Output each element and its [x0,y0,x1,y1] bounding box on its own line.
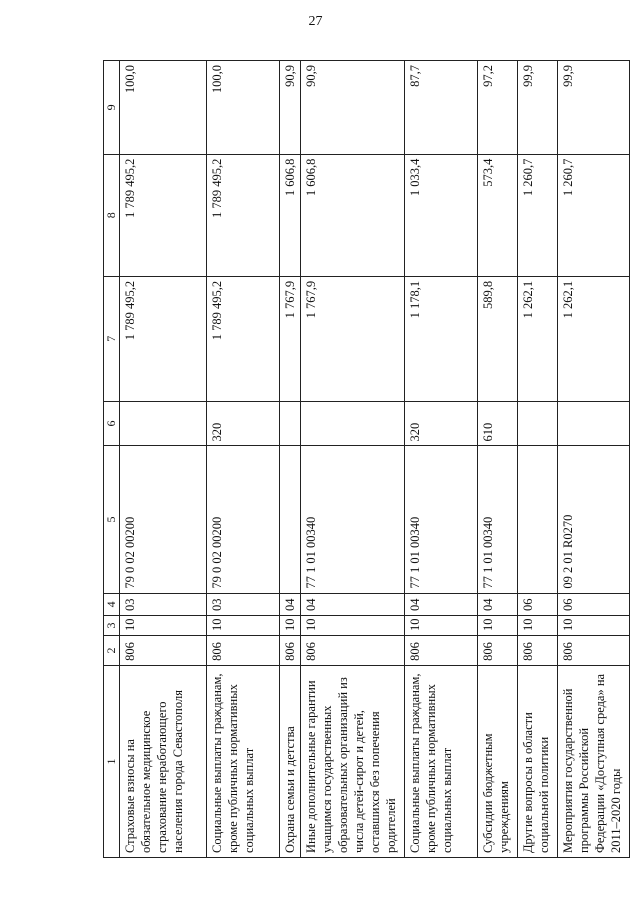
table-cell: 10 [518,616,558,636]
row-name-cell: Субсидии бюджетным учреждениям [478,665,518,857]
table-cell: 10 [207,616,280,636]
table-cell [120,401,207,446]
table-row [558,61,630,858]
table-cell: 806 [518,636,558,666]
table-cell: 06 [558,593,630,615]
table-cell: 806 [478,636,518,666]
table-cell [558,401,630,446]
table-cell: 100,0 [207,61,280,155]
table-row [301,61,405,858]
table-cell: 100,0 [120,61,207,155]
table-row [518,61,558,858]
table-cell: 10 [478,616,518,636]
table-cell: 04 [478,593,518,615]
table-cell: 03 [207,593,280,615]
table-cell: 10 [301,616,405,636]
table-cell [280,446,301,593]
column-header: 3 [104,616,120,636]
table-cell: 79 0 02 00200 [207,446,280,593]
column-header: 1 [104,665,120,857]
row-name-cell: Мероприятия государственной программы Российской Федерации «Доступная среда» на 2011–2020 годы [558,665,630,857]
budget-table [103,60,630,858]
table-cell: 77 1 01 00340 [405,446,478,593]
table-cell: 04 [405,593,478,615]
table-cell: 1 789 495,2 [207,154,280,276]
column-header: 9 [104,61,120,155]
table-cell: 1 260,7 [518,154,558,276]
table-cell: 90,9 [280,61,301,155]
table-cell: 04 [280,593,301,615]
table-cell [301,401,405,446]
table-cell [518,446,558,593]
table-row [405,61,478,858]
table-cell: 1 767,9 [301,276,405,401]
table-rotation-frame [103,60,624,858]
row-name-cell: Иные дополнительные гарантии учащимся государственных образовательных организаций из числа детей-сирот и детей, оставшихся без попечения родителей [301,665,405,857]
table-row [207,61,280,858]
row-name-cell: Социальные выплаты гражданам, кроме публичных нормативных социальных выплат [207,665,280,857]
table-cell: 573,4 [478,154,518,276]
table-cell: 10 [405,616,478,636]
table-cell: 97,2 [478,61,518,155]
rotated-table-container [103,60,624,858]
table-cell: 79 0 02 00200 [120,446,207,593]
table-cell [280,401,301,446]
column-header: 7 [104,276,120,401]
table-cell: 77 1 01 00340 [301,446,405,593]
table-cell: 10 [280,616,301,636]
table-cell: 90,9 [301,61,405,155]
column-header: 2 [104,636,120,666]
table-cell [518,401,558,446]
table-cell: 04 [301,593,405,615]
table-cell: 99,9 [518,61,558,155]
table-cell: 10 [120,616,207,636]
table-cell: 1 260,7 [558,154,630,276]
table-cell: 1 789 495,2 [207,276,280,401]
table-cell: 589,8 [478,276,518,401]
table-cell: 1 789 495,2 [120,276,207,401]
column-header: 8 [104,154,120,276]
table-cell: 1 262,1 [558,276,630,401]
table-cell: 806 [558,636,630,666]
table-cell: 87,7 [405,61,478,155]
header-row [104,61,120,858]
table-cell: 1 606,8 [280,154,301,276]
page-number: 27 [308,14,323,29]
row-name-cell: Страховые взносы на обязательное медицинское страхование неработающего населения города Севастополя [120,665,207,857]
row-name-cell: Социальные выплаты гражданам, кроме публичных нормативных социальных выплат [405,665,478,857]
table-cell: 320 [207,401,280,446]
table-cell: 03 [120,593,207,615]
table-row [120,61,207,858]
table-cell: 610 [478,401,518,446]
table-cell: 1 606,8 [301,154,405,276]
row-name-cell: Другие вопросы в области социальной политики [518,665,558,857]
row-name-cell: Охрана семьи и детства [280,665,301,857]
table-cell: 320 [405,401,478,446]
table-cell: 1 262,1 [518,276,558,401]
table-cell: 806 [207,636,280,666]
table-row [478,61,518,858]
table-row [280,61,301,858]
table-cell: 77 1 01 00340 [478,446,518,593]
table-cell: 1 178,1 [405,276,478,401]
column-header: 4 [104,593,120,615]
table-cell: 806 [280,636,301,666]
table-cell: 1 789 495,2 [120,154,207,276]
table-cell: 806 [301,636,405,666]
table-cell: 1 033,4 [405,154,478,276]
table-cell: 09 2 01 R0270 [558,446,630,593]
table-cell: 806 [405,636,478,666]
table-cell: 806 [120,636,207,666]
table-cell: 99,9 [558,61,630,155]
table-cell: 06 [518,593,558,615]
column-header: 6 [104,401,120,446]
table-cell: 10 [558,616,630,636]
table-cell: 1 767,9 [280,276,301,401]
column-header: 5 [104,446,120,593]
